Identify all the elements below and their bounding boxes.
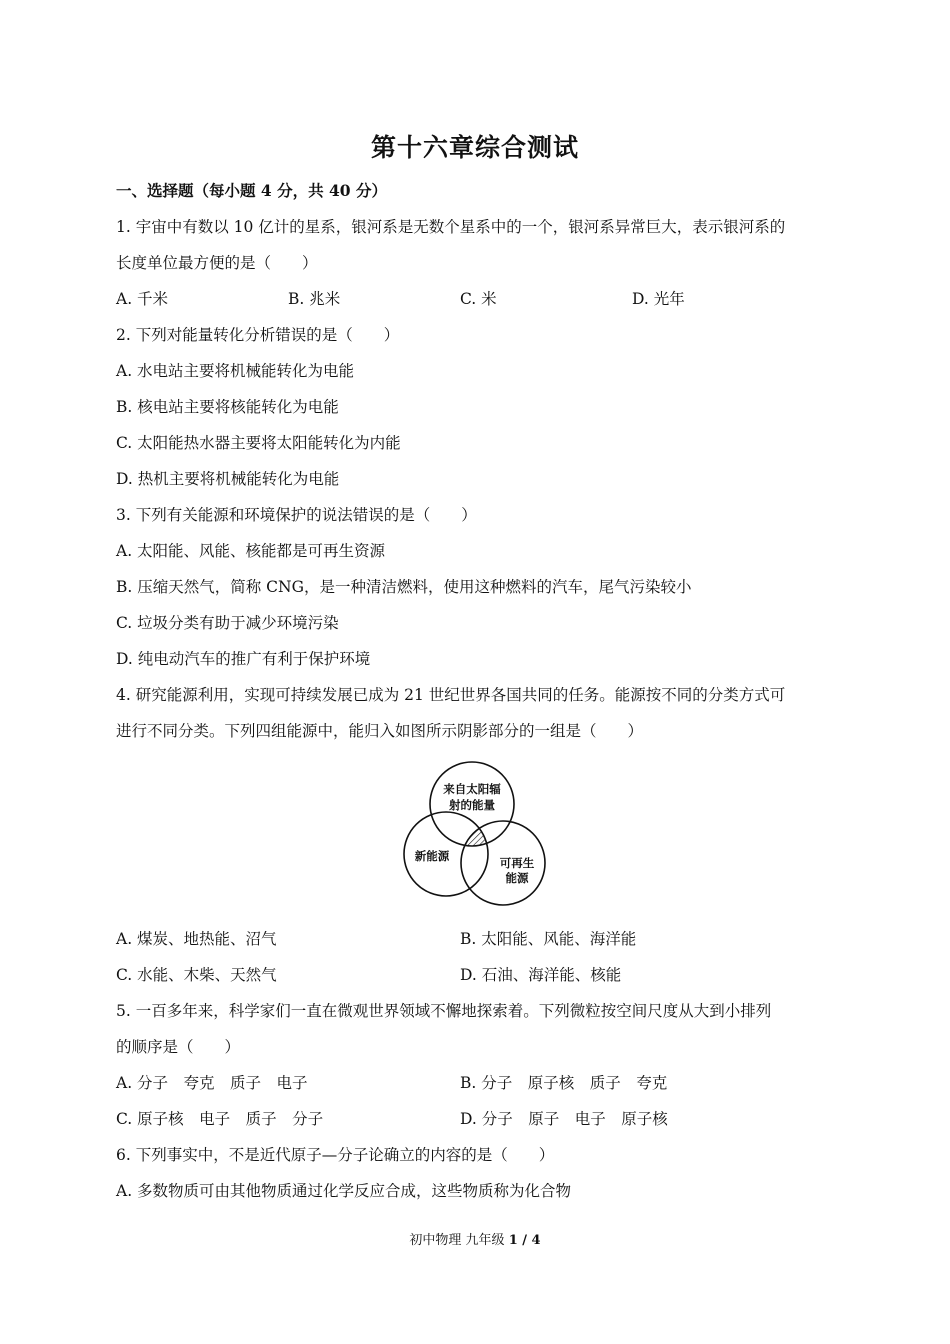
q4-stem-line2: 进行不同分类。下列四组能源中，能归入如图所示阴影部分的一组是（ ） — [116, 722, 644, 740]
q2-option-c: C. 太阳能热水器主要将太阳能转化为内能 — [116, 434, 401, 452]
q5-option-d: D. 分子 原子 电子 原子核 — [460, 1110, 668, 1128]
q5-option-a: A. 分子 夸克 质子 电子 — [116, 1074, 308, 1092]
q4-option-a: A. 煤炭、地热能、沼气 — [116, 930, 277, 948]
section-heading: 一、选择题（每小题 4 分，共 40 分） — [116, 181, 387, 200]
venn-label-top-line2: 射的能量 — [449, 798, 495, 812]
q1-option-a: A. 千米 — [116, 290, 169, 308]
venn-label-left: 新能源 — [414, 849, 450, 863]
q1-option-d: D. 光年 — [632, 290, 685, 308]
q2-option-d: D. 热机主要将机械能转化为电能 — [116, 470, 340, 488]
q4-option-c: C. 水能、木柴、天然气 — [116, 966, 277, 984]
q2-option-b: B. 核电站主要将核能转化为电能 — [116, 398, 339, 416]
footer-text: 初中物理 九年级 — [409, 1233, 505, 1248]
q1-option-b: B. 兆米 — [288, 290, 341, 308]
q1-option-c: C. 米 — [460, 290, 497, 308]
q1-stem-line1: 1. 宇宙中有数以 10 亿计的星系，银河系是无数个星系中的一个，银河系异常巨大，表示银河系的 — [116, 218, 786, 236]
page-footer — [0, 1229, 950, 1248]
venn-label-right-line2: 能源 — [505, 871, 529, 885]
q3-option-a: A. 太阳能、风能、核能都是可再生资源 — [116, 542, 386, 560]
q3-option-b: B. 压缩天然气，简称 CNG，是一种清洁燃料，使用这种燃料的汽车，尾气污染较小 — [116, 578, 692, 596]
q1-stem-line2: 长度单位最方便的是（ ） — [116, 254, 318, 272]
q5-option-b: B. 分子 原子核 质子 夸克 — [460, 1074, 668, 1092]
q6-stem: 6. 下列事实中，不是近代原子—分子论确立的内容的是（ ） — [116, 1146, 555, 1164]
q4-option-d: D. 石油、海洋能、核能 — [460, 966, 622, 984]
q5-stem-line2: 的顺序是（ ） — [116, 1038, 241, 1056]
q3-option-d: D. 纯电动汽车的推广有利于保护环境 — [116, 650, 371, 668]
q2-stem: 2. 下列对能量转化分析错误的是（ ） — [116, 326, 400, 344]
q5-option-c: C. 原子核 电子 质子 分子 — [116, 1110, 324, 1128]
q4-stem-line1: 4. 研究能源利用，实现可持续发展已成为 21 世纪世界各国共同的任务。能源按不同的分类方式可 — [116, 686, 786, 704]
page-title: 第十六章综合测试 — [370, 133, 579, 162]
q4-option-b: B. 太阳能、风能、海洋能 — [460, 930, 637, 948]
venn-label-top-line1: 来自太阳辐 — [443, 782, 501, 796]
q2-option-a: A. 水电站主要将机械能转化为电能 — [116, 362, 355, 380]
q5-stem-line1: 5. 一百多年来，科学家们一直在微观世界领域不懈地探索着。下列微粒按空间尺度从大到小排列 — [116, 1002, 772, 1020]
venn-label-right-line1: 可再生 — [499, 856, 535, 870]
page-number: 1 / 4 — [508, 1233, 541, 1248]
q3-option-c: C. 垃圾分类有助于减少环境污染 — [116, 614, 339, 632]
venn-diagram — [400, 760, 550, 910]
q6-option-a: A. 多数物质可由其他物质通过化学反应合成，这些物质称为化合物 — [116, 1182, 572, 1200]
q3-stem: 3. 下列有关能源和环境保护的说法错误的是（ ） — [116, 506, 477, 524]
